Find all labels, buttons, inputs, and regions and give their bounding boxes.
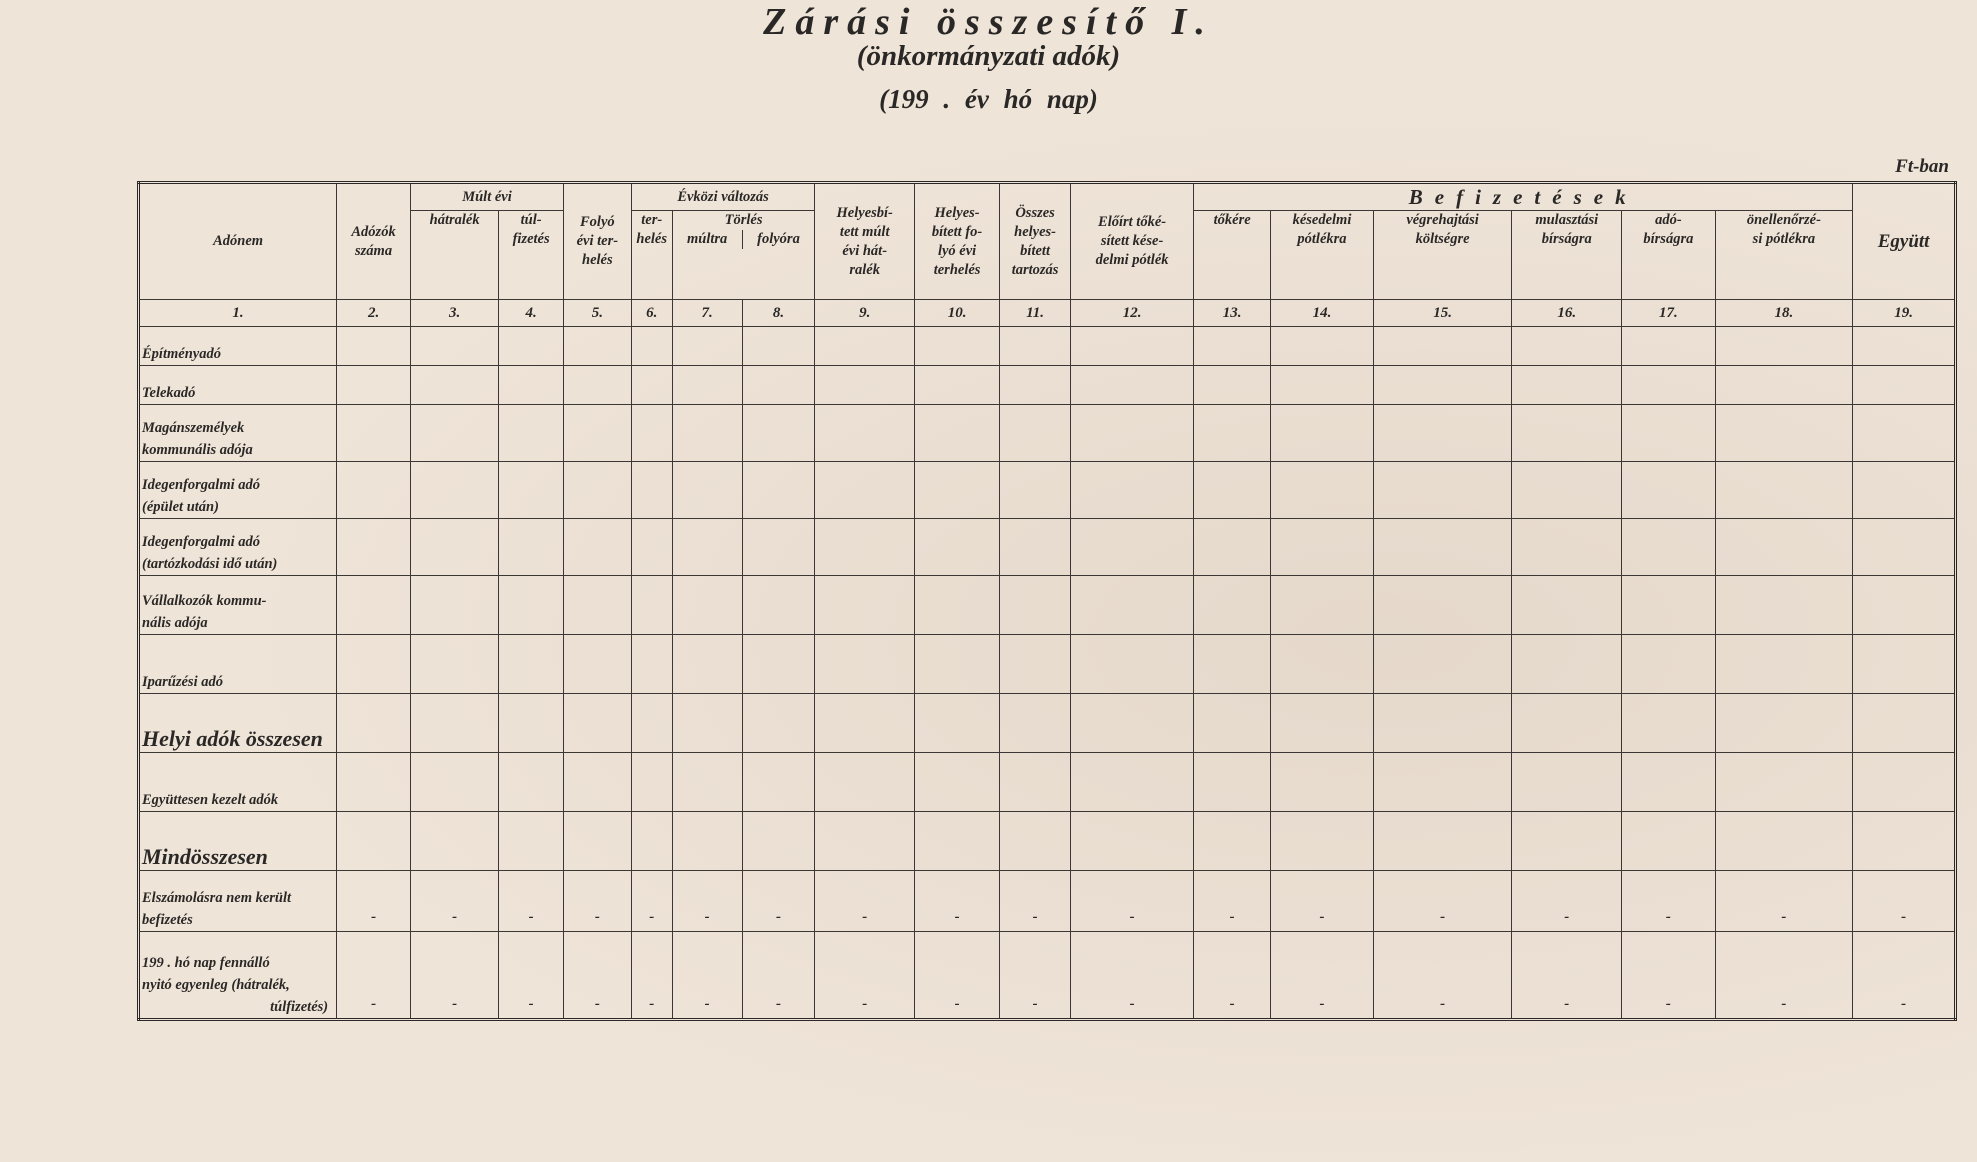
table-cell	[1373, 753, 1512, 812]
table-cell	[815, 576, 915, 635]
table-row	[139, 812, 1956, 871]
table-cell	[1271, 753, 1374, 812]
header-multra: múltra	[687, 231, 728, 247]
table-cell	[411, 635, 499, 694]
header-tulfizetes: túl- fizetés	[499, 211, 564, 300]
table-cell	[1194, 753, 1271, 812]
table-cell	[1271, 635, 1374, 694]
table-cell	[1853, 576, 1956, 635]
table-cell: -	[563, 871, 631, 932]
table-cell	[1000, 812, 1071, 871]
table-cell	[631, 694, 672, 753]
table-cell	[1622, 327, 1715, 366]
table-cell: -	[1373, 871, 1512, 932]
table-row	[139, 635, 1956, 694]
table-cell	[742, 753, 815, 812]
table-cell	[499, 327, 564, 366]
form-date-line: (199 . év hó nap)	[879, 84, 1098, 114]
table-cell	[742, 694, 815, 753]
table-cell	[411, 812, 499, 871]
table-row	[139, 576, 1956, 635]
table-cell	[1194, 635, 1271, 694]
table-cell	[499, 753, 564, 812]
table-cell	[1373, 366, 1512, 405]
table-cell: -	[411, 932, 499, 1020]
column-number: 11.	[1000, 300, 1071, 327]
table-cell	[563, 753, 631, 812]
header-mulasztasi: mulasztási bírságra	[1512, 211, 1622, 300]
table-cell	[1715, 366, 1853, 405]
header-torles-split	[673, 230, 815, 249]
table-cell	[411, 462, 499, 519]
table-cell	[914, 366, 999, 405]
table-cell	[1622, 576, 1715, 635]
table-cell	[815, 812, 915, 871]
row-label-mindosszesen: Mindösszesen	[139, 812, 337, 871]
table-cell	[1853, 327, 1956, 366]
table-cell	[1853, 519, 1956, 576]
table-cell	[337, 519, 411, 576]
table-cell: -	[1715, 932, 1853, 1020]
header-kesedelmi: késedelmi pótlékra	[1271, 211, 1374, 300]
table-cell	[1070, 635, 1193, 694]
column-number: 18.	[1715, 300, 1853, 327]
table-cell: -	[631, 871, 672, 932]
table-cell	[1512, 462, 1622, 519]
table-cell: -	[672, 871, 742, 932]
table-cell	[411, 576, 499, 635]
table-cell: -	[1512, 932, 1622, 1020]
table-cell	[1853, 405, 1956, 462]
column-number: 6.	[631, 300, 672, 327]
table-cell: -	[1622, 871, 1715, 932]
table-cell	[1512, 812, 1622, 871]
table-cell: -	[1194, 932, 1271, 1020]
table-cell	[1622, 366, 1715, 405]
summary-table	[137, 181, 1957, 1021]
row-label-idegenforgalmi-tartozkodasi: Idegenforgalmi adó (tartózkodási idő után)	[139, 519, 337, 576]
table-cell	[411, 753, 499, 812]
header-osszes-tartozas: Összes helyes- bített tartozás	[1000, 183, 1071, 300]
table-cell	[1373, 405, 1512, 462]
table-cell: -	[1271, 932, 1374, 1020]
row-label-maganszemelyek: Magánszemélyek kommunális adója	[139, 405, 337, 462]
table-cell	[1373, 576, 1512, 635]
table-cell: -	[914, 871, 999, 932]
table-cell	[1373, 812, 1512, 871]
header-onellenorzesi: önellenőrzé- si pótlékra	[1715, 211, 1853, 300]
table-cell	[563, 812, 631, 871]
table-cell	[1070, 366, 1193, 405]
table-cell	[815, 753, 915, 812]
table-cell: -	[742, 932, 815, 1020]
table-cell: -	[1373, 932, 1512, 1020]
table-cell	[1622, 519, 1715, 576]
header-torles	[672, 211, 815, 300]
table-cell	[499, 366, 564, 405]
table-cell: -	[1000, 871, 1071, 932]
table-cell	[631, 812, 672, 871]
table-cell	[1622, 462, 1715, 519]
column-number: 17.	[1622, 300, 1715, 327]
table-cell	[1512, 694, 1622, 753]
table-cell: -	[1622, 932, 1715, 1020]
table-cell	[1070, 812, 1193, 871]
table-cell	[914, 327, 999, 366]
table-cell	[672, 519, 742, 576]
table-cell	[742, 462, 815, 519]
table-cell	[1271, 812, 1374, 871]
table-cell	[337, 576, 411, 635]
table-cell	[1000, 405, 1071, 462]
table-cell	[672, 462, 742, 519]
column-number: 8.	[742, 300, 815, 327]
table-cell	[672, 694, 742, 753]
column-number: 9.	[815, 300, 915, 327]
table-cell	[815, 462, 915, 519]
table-cell	[411, 366, 499, 405]
form-subtitle: (önkormányzati adók)	[856, 40, 1121, 72]
table-cell	[1512, 753, 1622, 812]
table-row	[139, 694, 1956, 753]
table-cell	[1853, 812, 1956, 871]
header-terheles: ter- helés	[631, 211, 672, 300]
table-cell	[1373, 462, 1512, 519]
table-cell	[1373, 327, 1512, 366]
table-cell	[914, 405, 999, 462]
table-cell	[337, 635, 411, 694]
table-cell	[1715, 812, 1853, 871]
row-label-vallalkozok: Vállalkozók kommu- nális adója	[139, 576, 337, 635]
table-cell: -	[411, 871, 499, 932]
table-cell	[499, 635, 564, 694]
table-cell	[1271, 327, 1374, 366]
table-cell	[1373, 694, 1512, 753]
table-cell	[1194, 327, 1271, 366]
table-cell	[411, 405, 499, 462]
table-row	[139, 405, 1956, 462]
table-cell	[914, 576, 999, 635]
table-cell: -	[1715, 871, 1853, 932]
table-cell	[1271, 462, 1374, 519]
table-cell: -	[1000, 932, 1071, 1020]
table-cell: -	[1194, 871, 1271, 932]
table-cell	[631, 635, 672, 694]
table-cell	[1194, 366, 1271, 405]
table-cell	[631, 405, 672, 462]
table-cell	[1373, 519, 1512, 576]
row-label-epitmenyado: Építményadó	[139, 327, 337, 366]
table-cell	[742, 812, 815, 871]
table-cell: -	[1853, 871, 1956, 932]
table-cell	[337, 694, 411, 753]
table-cell	[1853, 753, 1956, 812]
row-label-elszamolasra: Elszámolásra nem került befizetés	[139, 871, 337, 932]
column-number: 13.	[1194, 300, 1271, 327]
column-number: 10.	[914, 300, 999, 327]
table-cell	[1715, 576, 1853, 635]
table-cell	[742, 576, 815, 635]
row-label-idegenforgalmi-epulet: Idegenforgalmi adó (épület után)	[139, 462, 337, 519]
column-number: 2.	[337, 300, 411, 327]
table-cell	[1622, 635, 1715, 694]
table-cell	[1622, 812, 1715, 871]
row-label-telekado: Telekadó	[139, 366, 337, 405]
table-cell	[337, 462, 411, 519]
header-torles-label: Törlés	[724, 212, 763, 228]
table-cell	[1000, 753, 1071, 812]
table-row	[139, 327, 1956, 366]
header-evkozi-valtozas: Évközi változás	[631, 183, 815, 211]
table-cell: -	[1271, 871, 1374, 932]
table-cell	[1715, 753, 1853, 812]
table-cell	[1512, 576, 1622, 635]
table-cell	[672, 635, 742, 694]
table-cell	[631, 366, 672, 405]
table-cell	[499, 576, 564, 635]
table-cell	[563, 519, 631, 576]
table-cell	[672, 405, 742, 462]
table-cell	[631, 576, 672, 635]
table-cell	[1070, 405, 1193, 462]
table-cell	[1271, 405, 1374, 462]
table-cell	[1194, 462, 1271, 519]
row-label-iparuzesi: Iparűzési adó	[139, 635, 337, 694]
table-cell	[914, 635, 999, 694]
table-cell: -	[631, 932, 672, 1020]
table-cell	[1271, 519, 1374, 576]
table-cell	[563, 576, 631, 635]
table-cell	[1715, 462, 1853, 519]
table-cell: -	[1070, 932, 1193, 1020]
table-cell	[1000, 327, 1071, 366]
table-cell	[563, 327, 631, 366]
row-label-helyi-osszesen: Helyi adók összesen	[139, 694, 337, 753]
header-adozok-szama: Adózók száma	[337, 183, 411, 300]
table-cell	[815, 405, 915, 462]
header-egyutt: Együtt	[1853, 183, 1956, 300]
column-number: 14.	[1271, 300, 1374, 327]
table-cell	[1070, 327, 1193, 366]
header-folyo-evi-terheles: Folyó évi ter- helés	[563, 183, 631, 300]
table-cell: -	[1070, 871, 1193, 932]
column-number: 1.	[139, 300, 337, 327]
table-row	[139, 753, 1956, 812]
table-cell	[815, 327, 915, 366]
table-cell	[1271, 576, 1374, 635]
table-cell	[337, 405, 411, 462]
table-cell	[563, 635, 631, 694]
table-cell	[563, 462, 631, 519]
table-cell	[1715, 519, 1853, 576]
table-cell: -	[337, 932, 411, 1020]
table-cell	[1070, 576, 1193, 635]
table-cell	[411, 327, 499, 366]
table-cell	[742, 519, 815, 576]
table-cell: -	[914, 932, 999, 1020]
table-cell	[1715, 405, 1853, 462]
table-cell	[672, 812, 742, 871]
table-cell	[1000, 576, 1071, 635]
header-folyora: folyóra	[742, 230, 815, 249]
table-cell	[1853, 462, 1956, 519]
table-row	[139, 462, 1956, 519]
table-cell	[742, 405, 815, 462]
table-cell	[1715, 327, 1853, 366]
table-cell	[1194, 519, 1271, 576]
table-cell	[411, 519, 499, 576]
table-cell	[1853, 694, 1956, 753]
table-cell	[1622, 405, 1715, 462]
table-row	[139, 366, 1956, 405]
header-hatralek: hátralék	[411, 211, 499, 300]
column-number-row	[139, 300, 1956, 327]
table-cell: -	[1512, 871, 1622, 932]
table-cell	[1000, 366, 1071, 405]
table-cell	[1715, 694, 1853, 753]
table-cell	[337, 327, 411, 366]
header-vegrehajtasi: végrehajtási költségre	[1373, 211, 1512, 300]
table-cell	[1000, 635, 1071, 694]
table-cell	[1512, 635, 1622, 694]
table-cell	[1000, 462, 1071, 519]
table-cell: -	[337, 871, 411, 932]
table-cell	[815, 519, 915, 576]
table-cell	[1512, 327, 1622, 366]
table-cell	[499, 519, 564, 576]
table-cell	[815, 366, 915, 405]
table-row	[139, 519, 1956, 576]
table-cell: -	[499, 932, 564, 1020]
header-adonem: Adónem	[139, 183, 337, 300]
table-cell	[1512, 405, 1622, 462]
table-cell	[1194, 812, 1271, 871]
table-cell	[499, 694, 564, 753]
header-helyesbitett-mult: Helyesbí- tett múlt évi hát- ralék	[815, 183, 915, 300]
table-row	[139, 932, 1956, 1020]
column-number: 4.	[499, 300, 564, 327]
table-cell	[1194, 694, 1271, 753]
table-cell	[631, 753, 672, 812]
table-cell	[499, 405, 564, 462]
table-cell	[1194, 405, 1271, 462]
table-cell	[672, 327, 742, 366]
table-row	[139, 871, 1956, 932]
header-tokere: tőkére	[1194, 211, 1271, 300]
table-cell	[1000, 519, 1071, 576]
header-eloirt-potlek: Előírt tőké- sített kése- delmi pótlék	[1070, 183, 1193, 300]
table-cell	[914, 753, 999, 812]
table-cell: -	[499, 871, 564, 932]
table-cell	[914, 694, 999, 753]
column-number: 19.	[1853, 300, 1956, 327]
table-cell: -	[563, 932, 631, 1020]
table-cell	[411, 694, 499, 753]
table-cell	[914, 812, 999, 871]
table-cell	[499, 812, 564, 871]
row-label-egyuttesen-kezelt: Együttesen kezelt adók	[139, 753, 337, 812]
table-cell	[337, 753, 411, 812]
table-cell	[672, 366, 742, 405]
header-helyesbitett-folyo: Helyes- bített fo- lyó évi terhelés	[914, 183, 999, 300]
table-cell	[1000, 694, 1071, 753]
column-number: 12.	[1070, 300, 1193, 327]
table-cell: -	[815, 932, 915, 1020]
table-cell	[815, 694, 915, 753]
table-cell	[1070, 753, 1193, 812]
column-number: 5.	[563, 300, 631, 327]
table-cell	[1622, 753, 1715, 812]
table-cell	[563, 694, 631, 753]
column-number: 7.	[672, 300, 742, 327]
table-cell: -	[815, 871, 915, 932]
header-mult-evi: Múlt évi	[411, 183, 564, 211]
table-cell	[1070, 519, 1193, 576]
table-cell	[1373, 635, 1512, 694]
column-number: 16.	[1512, 300, 1622, 327]
table-cell: -	[672, 932, 742, 1020]
table-cell	[672, 576, 742, 635]
table-cell	[1070, 462, 1193, 519]
table-cell	[1271, 366, 1374, 405]
table-cell	[337, 812, 411, 871]
table-cell	[742, 327, 815, 366]
table-cell	[631, 519, 672, 576]
table-cell	[914, 519, 999, 576]
table-cell	[1715, 635, 1853, 694]
table-cell	[1622, 694, 1715, 753]
form-title: Zárási összesítő I.	[763, 1, 1214, 43]
table-cell	[631, 327, 672, 366]
table-cell	[672, 753, 742, 812]
table-cell	[1512, 366, 1622, 405]
table-cell: -	[742, 871, 815, 932]
column-number: 3.	[411, 300, 499, 327]
table-cell	[563, 366, 631, 405]
column-number: 15.	[1373, 300, 1512, 327]
header-befizetesek: Befizetések	[1194, 183, 1853, 211]
header-adobirsag: adó- bírságra	[1622, 211, 1715, 300]
table-cell	[563, 405, 631, 462]
table-cell	[499, 462, 564, 519]
table-cell	[815, 635, 915, 694]
table-cell	[631, 462, 672, 519]
table-cell	[742, 635, 815, 694]
table-cell	[1853, 366, 1956, 405]
table-cell	[1853, 635, 1956, 694]
table-cell: -	[1853, 932, 1956, 1020]
table-cell	[914, 462, 999, 519]
table-cell	[1194, 576, 1271, 635]
table-cell	[1070, 694, 1193, 753]
row-label-nyito-egyenleg: 199 . hó nap fennálló nyitó egyenleg (hátralék, túlfizetés)	[139, 932, 337, 1020]
currency-unit: Ft-ban	[1895, 156, 1949, 177]
table-cell	[1271, 694, 1374, 753]
table-cell	[337, 366, 411, 405]
table-cell	[1512, 519, 1622, 576]
table-cell	[742, 366, 815, 405]
